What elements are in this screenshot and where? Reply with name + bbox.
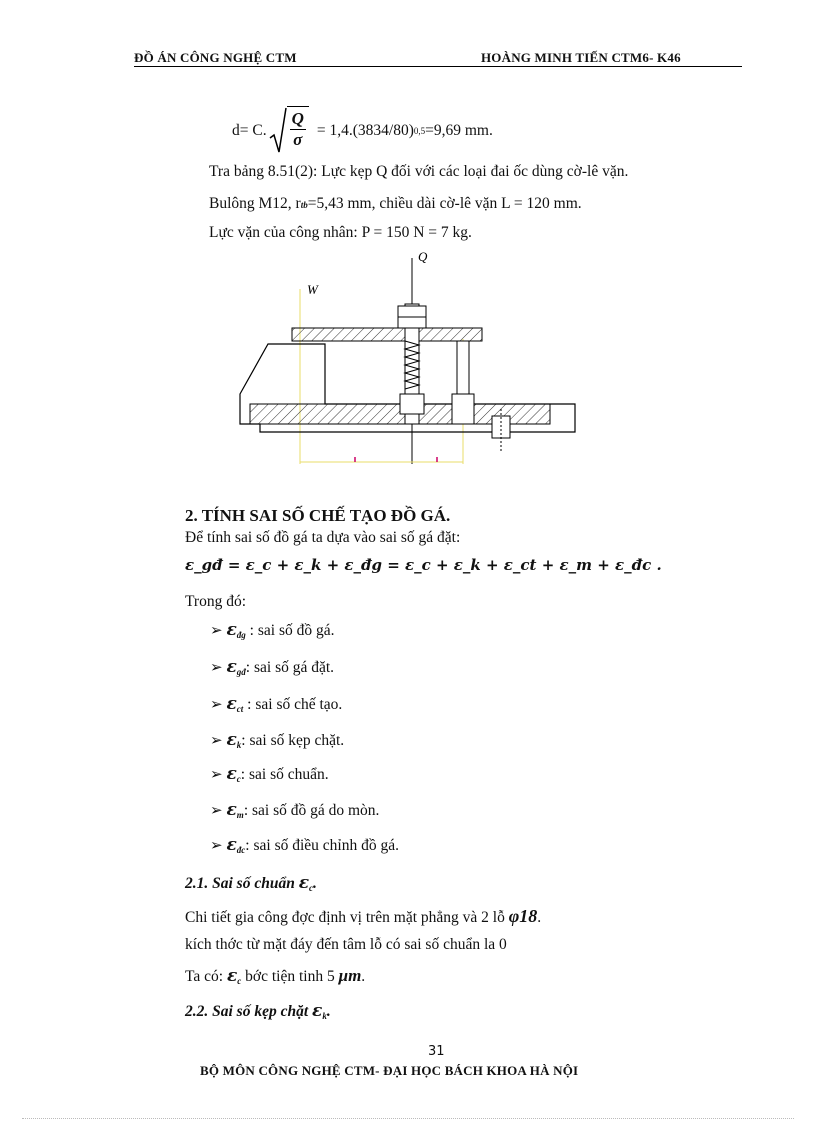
def-subscript: c: [236, 774, 241, 784]
para-line-3: Lực vặn của công nhân: P = 150 N = 7 kg.: [209, 224, 472, 241]
def-item: [210, 694, 342, 714]
subsection-2-2-symbol: ε: [312, 1001, 323, 1021]
sub21-line-3b: bớc tiện tinh 5: [241, 968, 335, 985]
clamp-drawing: [230, 244, 600, 469]
micrometer-unit: μm: [338, 966, 362, 985]
def-text: : sai số chuẩn.: [240, 766, 329, 783]
def-symbol: ε: [226, 835, 237, 855]
subsection-2-1-subscript: c: [309, 883, 314, 893]
subsection-2-2-label: 2.2. Sai số kẹp chặt: [185, 1003, 309, 1020]
force-label-q: [418, 249, 428, 264]
nut-bottom: [400, 394, 424, 414]
header-right: HOÀNG MINH TIẾN CTM6- K46: [481, 50, 681, 65]
trong-do-label: Trong đó:: [185, 593, 247, 610]
def-item: [210, 835, 399, 855]
def-text: : sai số gá đặt.: [245, 659, 335, 676]
def-symbol: ε: [226, 657, 237, 677]
header-left: ĐỒ ÁN CÔNG NGHỆ CTM: [134, 50, 297, 65]
subsection-2-1-title: 2.1. Sai số chuẩn $\varepsilon_c$.: [185, 873, 317, 893]
def-symbol: ε: [226, 694, 237, 714]
def-text: : sai số kẹp chặt.: [241, 732, 345, 749]
section-2-equation: ε_gđ = ε_c + ε_k + ε_đg = ε_c + ε_k + ε_ct + ε_m + ε_đc .: [185, 556, 662, 574]
arrow-bullet-icon: ➢: [210, 731, 223, 749]
sqrt-fraction: [287, 106, 309, 150]
def-subscript: k: [236, 740, 242, 750]
label-q: Q: [418, 249, 428, 264]
arrow-bullet-icon: ➢: [210, 801, 223, 819]
sub21-line-2: kích thớc từ mặt đáy đến tâm lỗ có sai số chuẩn la 0: [185, 936, 507, 953]
def-item: [210, 620, 334, 640]
def-text: : sai số điều chỉnh đồ gá.: [245, 837, 399, 854]
sub21-line-3-subscript: c: [237, 976, 242, 986]
section-2-title: 2. TÍNH SAI SỐ CHẾ TẠO ĐỒ GÁ.: [185, 506, 451, 525]
def-subscript: gđ: [236, 667, 246, 677]
def-item: [210, 730, 344, 750]
sub21-line-3: [185, 966, 365, 986]
def-item: [210, 657, 334, 677]
para-line-2b: =5,43 mm, chiều dài cờ-lê vặn L = 120 mm.: [307, 195, 582, 212]
support-pin: [457, 341, 469, 396]
sub21-line-1-text: Chi tiết gia công đợc định vị trên mặt phẳng và 2 lỗ: [185, 909, 505, 926]
formula: [232, 106, 493, 156]
arrow-bullet-icon: ➢: [210, 621, 223, 639]
def-symbol: ε: [226, 620, 237, 640]
fraction-denominator: σ: [293, 130, 303, 149]
def-subscript: ct: [236, 704, 244, 714]
sqrt-sign-icon: [269, 106, 287, 156]
section-2-intro: Để tính sai số đồ gá ta dựa vào sai số gá đặt:: [185, 529, 461, 546]
phi18-symbol: φ18: [508, 906, 538, 926]
arrow-bullet-icon: ➢: [210, 695, 223, 713]
formula-rhs-b: =9,69 mm.: [425, 122, 493, 139]
sub21-line-3-symbol: ε: [226, 966, 238, 986]
sub21-line-3a: Ta có:: [185, 968, 224, 985]
para-line-1: Tra bảng 8.51(2): Lực kẹp Q đối với các loại đai ốc dùng cờ-lê vặn.: [209, 163, 629, 180]
def-item: [210, 800, 379, 820]
subsection-2-2-title: 2.2. Sai số kẹp chặt $\varepsilon_k$.: [185, 1001, 331, 1021]
formula-prefix: d= C.: [232, 122, 267, 139]
def-subscript: đc: [236, 845, 246, 855]
def-subscript: đg: [236, 630, 246, 640]
sub21-line-3c: .: [361, 968, 366, 985]
support-nut: [452, 394, 474, 424]
header-rule: [134, 66, 742, 67]
def-text: : sai số đồ gá do mòn.: [243, 802, 380, 819]
def-subscript: m: [236, 810, 244, 820]
subsection-2-1-symbol: ε: [298, 873, 310, 893]
arrow-bullet-icon: ➢: [210, 765, 223, 783]
formula-rhs-a: = 1,4.(3834/80): [316, 122, 414, 139]
fraction-numerator: Q: [291, 109, 304, 128]
page-number: 31: [428, 1044, 445, 1059]
sub21-line-1: Chi tiết gia công đợc định vị trên mặt phẳng và 2 lỗ φ18.: [185, 906, 542, 926]
label-w: W: [307, 282, 318, 297]
arrow-bullet-icon: ➢: [210, 836, 223, 854]
def-item: [210, 764, 329, 784]
subsection-2-2-subscript: k: [322, 1011, 327, 1021]
formula-exponent: 0,5: [413, 126, 426, 136]
footer-text: BỘ MÔN CÔNG NGHỆ CTM- ĐẠI HỌC BÁCH KHOA HÀ NỘI: [200, 1063, 579, 1078]
arrow-bullet-icon: ➢: [210, 658, 223, 676]
def-symbol: ε: [226, 764, 237, 784]
page-edge-divider: [22, 1118, 794, 1119]
def-symbol: ε: [226, 800, 237, 820]
def-text: : sai số chế tạo.: [243, 696, 343, 713]
para-line-2: [209, 195, 582, 213]
def-symbol: ε: [226, 730, 237, 750]
para-line-2-sub: tb: [300, 200, 308, 210]
subsection-2-1-label: 2.1. Sai số chuẩn: [185, 875, 295, 892]
clamp-bar: [292, 328, 482, 341]
para-line-2a: Bulông M12, r: [209, 195, 301, 212]
def-text: : sai số đồ gá.: [245, 622, 335, 639]
